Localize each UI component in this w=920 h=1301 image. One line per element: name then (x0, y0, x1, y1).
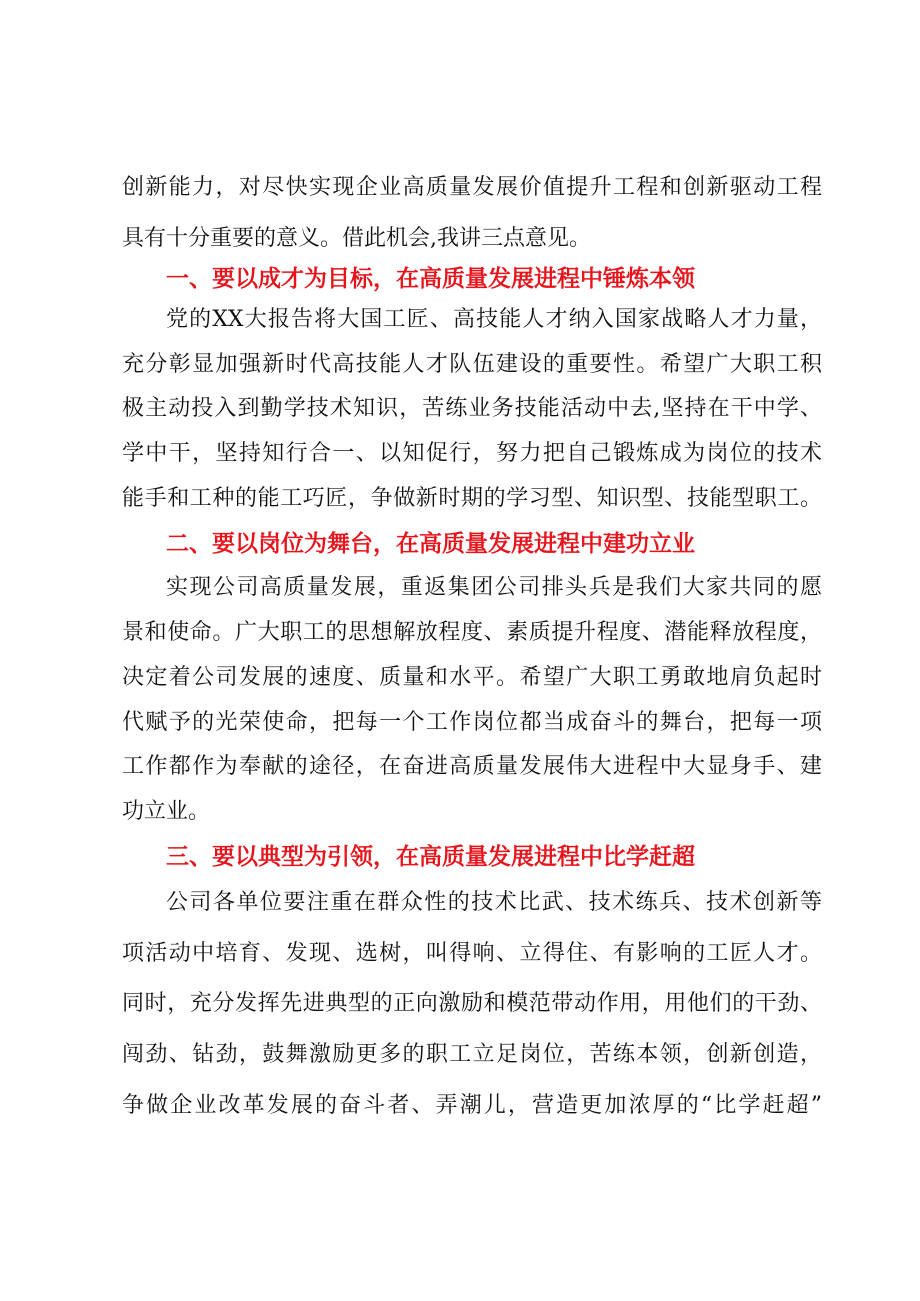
intro-line-1: 创新能力，对尽快实现企业高质量发展价值提升工程和创新驱动工程 (122, 175, 822, 200)
section-heading-1: 一、要以成才为目标，在高质量发展进程中锤炼本领 (166, 266, 695, 292)
section-2-line-1: 实现公司高质量发展，重返集团公司排头兵是我们大家共同的愿 (166, 575, 822, 600)
section-heading-2: 二、要以岗位为舞台，在高质量发展进程中建功立业 (166, 531, 695, 557)
section-3-line-1: 公司各单位要注重在群众性的技术比武、技术练兵、技术创新等 (166, 890, 822, 915)
intro-line-2: 具有十分重要的意义。借此机会,我讲三点意见。 (122, 226, 591, 251)
section-1-line-5: 能手和工种的能工巧匠，争做新时期的学习型、知识型、技能型职工。 (122, 486, 822, 511)
section-1-line-3: 极主动投入到勤学技术知识，苦练业务技能活动中去,坚持在干中学、 (122, 396, 822, 421)
section-3-line-5: 争做企业改革发展的奋斗者、弄潮儿，营造更加浓厚的“比学赶超” (122, 1093, 822, 1118)
section-3-line-4: 闯劲、钻劲，鼓舞激励更多的职工立足岗位，苦练本领，创新创造， (122, 1042, 822, 1067)
section-heading-3: 三、要以典型为引领，在高质量发展进程中比学赶超 (166, 844, 695, 870)
section-1-line-2: 充分彰显加强新时代高技能人才队伍建设的重要性。希望广大职工积 (122, 352, 822, 377)
section-2-line-6: 功立业。 (122, 799, 211, 824)
section-2-line-2: 景和使命。广大职工的思想解放程度、素质提升程度、潜能释放程度， (122, 620, 822, 645)
section-2-line-3: 决定着公司发展的速度、质量和水平。希望广大职工勇敢地肩负起时 (122, 665, 822, 690)
section-3-line-3: 同时，充分发挥先进典型的正向激励和模范带动作用，用他们的干劲、 (122, 991, 822, 1016)
section-2-line-5: 工作都作为奉献的途径，在奋进高质量发展伟大进程中大显身手、建 (122, 754, 822, 779)
section-2-line-4: 代赋予的光荣使命，把每一个工作岗位都当成奋斗的舞台，把每一项 (122, 710, 822, 735)
section-1-line-1: 党的XX大报告将大国工匠、高技能人才纳入国家战略人才力量， (166, 307, 822, 332)
section-3-line-2: 项活动中培育、发现、选树，叫得响、立得住、有影响的工匠人才。 (122, 941, 822, 966)
section-1-line-4: 学中干，坚持知行合一、以知促行，努力把自己锻炼成为岗位的技术 (122, 441, 822, 466)
